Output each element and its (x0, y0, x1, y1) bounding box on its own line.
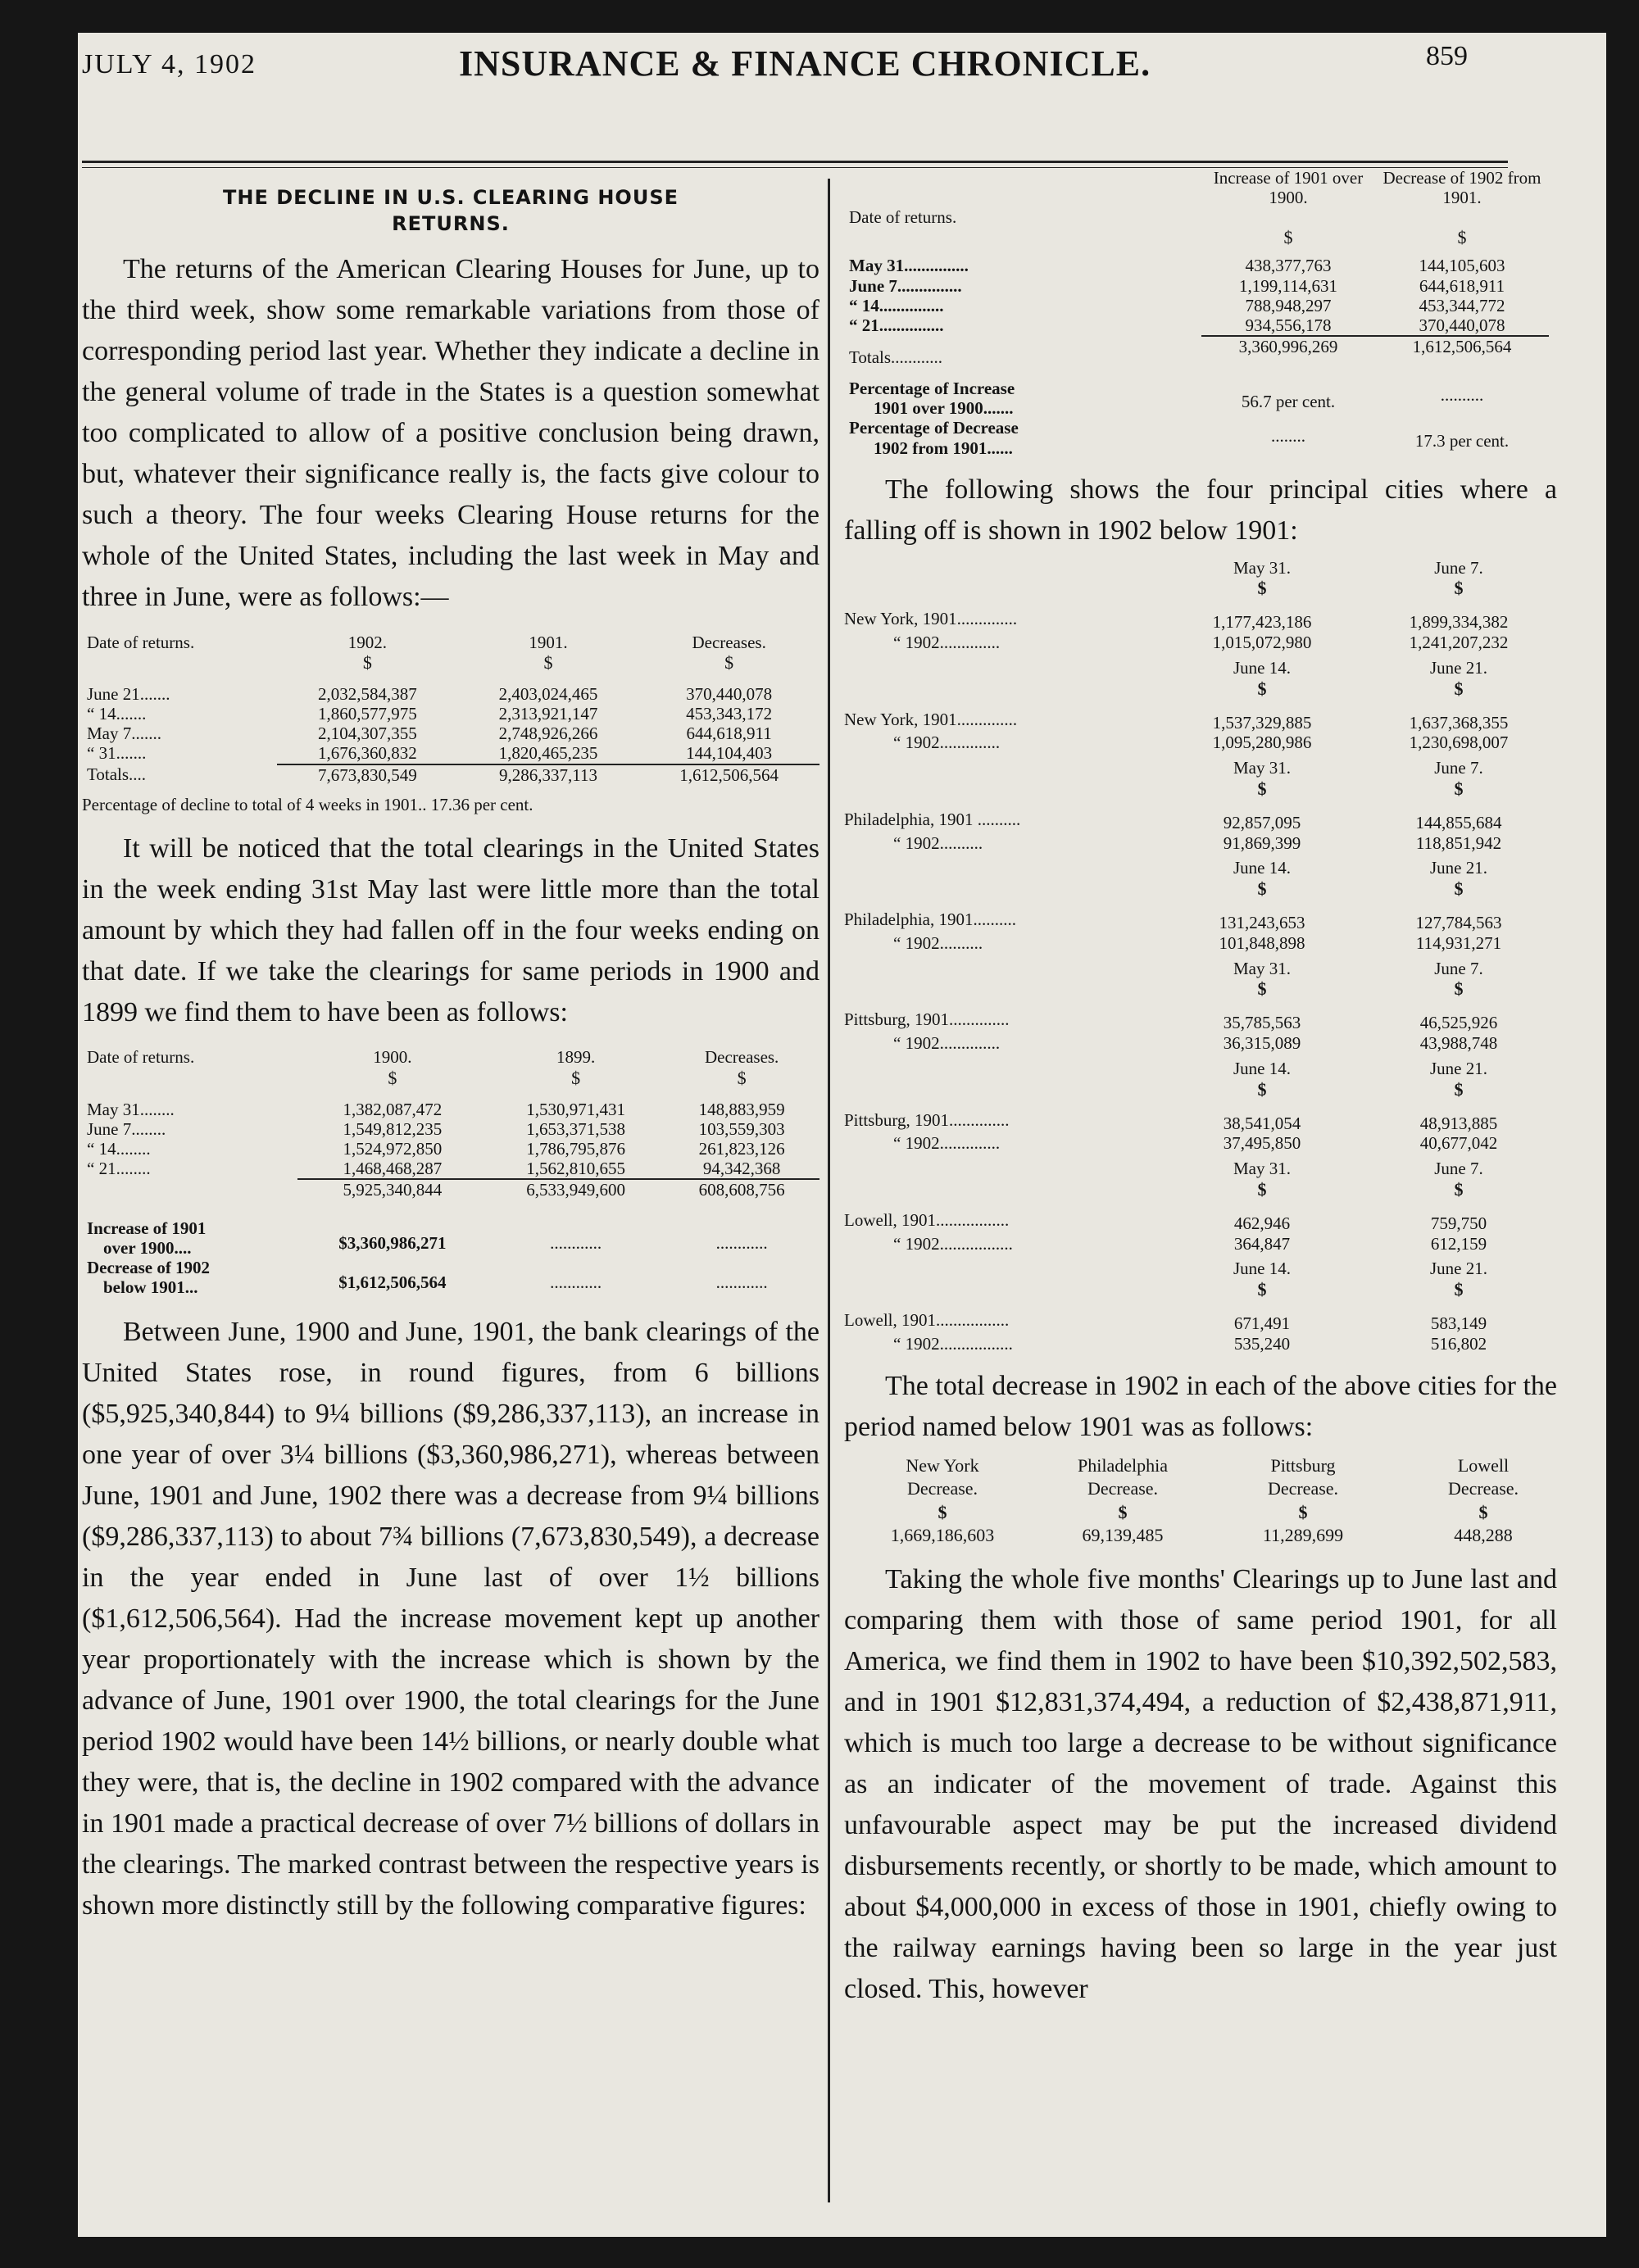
pct-decrease-row (844, 418, 1549, 457)
city-label: “ 1902.............. (893, 633, 1001, 653)
cell: 453,343,172 (686, 704, 773, 724)
cell: 94,342,368 (702, 1159, 781, 1179)
table-row (82, 1159, 820, 1179)
table-row (82, 1139, 820, 1159)
city-label: “ 1902.......... (893, 932, 983, 953)
table-row (82, 1100, 820, 1119)
period-header: May 31. (1233, 1159, 1291, 1179)
row-label: “ 21........ (87, 1159, 151, 1179)
table-header: 1900. (373, 1047, 412, 1068)
cell: 612,159 (1430, 1233, 1487, 1254)
article-title-line1: THE DECLINE IN U.S. CLEARING HOUSE (222, 186, 679, 209)
cell: 131,243,653 (1219, 913, 1305, 933)
table-header: Decreases. (704, 1047, 779, 1068)
cell: 38,541,054 (1223, 1113, 1301, 1133)
cell: 1,524,972,850 (343, 1139, 443, 1159)
column-divider (828, 179, 830, 2202)
cell: 934,556,178 (1245, 315, 1332, 335)
cell: 1,015,072,980 (1212, 633, 1312, 653)
period-header: May 31. (1233, 557, 1291, 578)
dollar-sign: $ (724, 651, 734, 673)
cell: 144,104,403 (686, 743, 773, 764)
cell: 1,612,506,564 (1375, 336, 1549, 367)
table-header: Decrease of 1902 from 1901. (1382, 168, 1541, 208)
table-row (82, 684, 820, 704)
dollar-sign: $ (1457, 227, 1467, 248)
period-header: June 21. (1430, 1259, 1487, 1279)
period-header: June 21. (1430, 858, 1487, 878)
cell: 1,653,371,538 (526, 1119, 626, 1140)
totals-row (844, 336, 1549, 367)
cell: 1,562,810,655 (526, 1159, 626, 1179)
totals-row (82, 1179, 820, 1200)
cell: 462,946 (1233, 1213, 1291, 1233)
cell: 7,673,830,549 (277, 764, 458, 785)
city-label: “ 1902.............. (893, 1033, 1001, 1054)
city-name: New York (906, 1454, 979, 1476)
city-name: Lowell (1457, 1454, 1510, 1476)
cell: 43,988,748 (1419, 1033, 1498, 1054)
city-block: June 14. June 21. $ $ Pittsburg, 1901.............. 38,541,054 48,913,885 “ 1902.............. 37,495,850 40,677,042 (844, 1059, 1557, 1154)
row-label: May 31........ (87, 1099, 175, 1119)
city-label: Philadelphia, 1901.......... (844, 909, 1016, 930)
period-header: June 21. (1430, 1058, 1487, 1078)
cell: 364,847 (1233, 1233, 1291, 1254)
row-label-line: Percentage of Increase (849, 379, 1015, 399)
city-label: Lowell, 1901................. (844, 1209, 1010, 1230)
header-title: INSURANCE & FINANCE CHRONICLE. (459, 43, 1151, 84)
article-title (82, 184, 820, 238)
city-block: May 31. June 7. $ $ New York, 1901.............. 1,177,423,186 1,899,334,382 “ 1902.............. 1,015,072,980 1,241,207,232 (844, 558, 1557, 653)
row-label: “ 31....... (87, 743, 147, 764)
cell: 2,104,307,355 (317, 723, 417, 744)
cell: 6,533,949,600 (488, 1179, 664, 1200)
cell: 759,750 (1430, 1213, 1487, 1233)
table-row (844, 276, 1549, 296)
cell: 438,377,763 (1245, 256, 1332, 276)
row-label (844, 379, 1201, 418)
period-header: June 14. (1233, 858, 1291, 878)
city-label: “ 1902................. (893, 1333, 1013, 1354)
city-label: “ 1902.......... (893, 832, 983, 853)
period-header: June 7. (1434, 557, 1483, 578)
cell: 1,382,087,472 (343, 1099, 443, 1119)
cell: ............ (550, 1232, 602, 1253)
row-label-line: over 1900.... (103, 1237, 192, 1258)
paragraph: The following shows the four principal cities where a falling off is shown in 1902 below 1901: (844, 474, 1557, 546)
city-block: June 14. June 21. $ $ New York, 1901.............. 1,537,329,885 1,637,368,355 “ 1902.............. 1,095,280,986 1,230,698,007 (844, 658, 1557, 753)
cell: 118,851,942 (1415, 832, 1502, 853)
cell: 370,440,078 (686, 683, 773, 704)
city-name: Philadelphia (1078, 1454, 1168, 1476)
table-footnote: Percentage of decline to total of 4 weeks in 1901.. 17.36 per cent. (82, 794, 533, 814)
paragraph: Between June, 1900 and June, 1901, the bank clearings of the United States rose, in round figures, from 6 billions ($5,925,340,844) to 9¼ billions ($9,286,337,113), an increase in one year of over 3¼ billions ($3,360,986,271), whereas between June, 1901 and June, 1902 there was a decrease from 9¼ billions ($9,286,337,113) to about 7¾ billions (7,673,830,549), a decrease in the year ended in June last of over 1½ billions ($1,612,506,564). Had the increase movement kept up another year proportionately with the increase which is shown by the advance of June, 1901 over 1900, the total clearings for the June period 1902 would have been 14½ billions, or nearly double what they were, that is, the decline in 1902 compared with the advance in 1901 made a practical decrease of over 7½ billions of dollars in the clearings. The marked contrast between the respective years is shown more distinctly still by the following comparative figures: (82, 1317, 820, 1921)
cell: 40,677,042 (1419, 1133, 1498, 1154)
paragraph: The returns of the American Clearing Houses for June, up to the third week, show some remarkable variations from those of corresponding period last year. Whether they indicate a decline in the general volume of trade in the States is a question somewhat too complicated to allow of a positive conclusion being drawn, but, whatever their significance really is, the facts give colour to such a theory. The four weeks Clearing House returns for the whole of the United States, including the last week in May and three in June, were as follows:— (82, 253, 820, 612)
row-label: “ 21............... (849, 315, 944, 335)
city-decreases: New York Philadelphia Pittsburg Lowell Decrease. Decrease. Decrease. Decrease. $ $ $ $ 1,669,186,603 69,139,485 11,289,699 448,288 (852, 1454, 1557, 1548)
table-header: Date of returns. (849, 207, 957, 227)
cell: 2,748,926,266 (498, 723, 598, 744)
cell: 114,931,271 (1415, 932, 1502, 953)
table-row (82, 743, 820, 764)
totals-row (82, 764, 820, 785)
decrease-label: Decrease. (1087, 1478, 1159, 1499)
cell: 9,286,337,113 (458, 764, 639, 785)
table-header: Decreases. (692, 632, 766, 652)
cell: 2,313,921,147 (498, 704, 598, 724)
period-header: May 31. (1233, 958, 1291, 978)
cell: 148,883,959 (698, 1099, 785, 1119)
city-block: June 14. June 21. $ $ Lowell, 1901................. 671,491 583,149 “ 1902................. 535,240 516,802 (844, 1259, 1557, 1354)
cell: 608,608,756 (664, 1179, 820, 1200)
city-label: New York, 1901.............. (844, 709, 1018, 729)
row-label: May 7....... (87, 723, 161, 744)
row-label: “ 14............... (849, 295, 944, 315)
table-row (844, 315, 1549, 336)
city-label: “ 1902................. (893, 1233, 1013, 1254)
dollar-sign: $ (388, 1067, 397, 1088)
cell: $1,612,506,564 (338, 1272, 447, 1292)
cell: 103,559,303 (698, 1119, 785, 1140)
cell: 644,618,911 (686, 723, 772, 744)
cell: 144,105,603 (1419, 256, 1505, 276)
cell: 261,823,126 (698, 1139, 785, 1159)
paragraph: It will be noticed that the total clearings in the United States in the week ending 31st May last were little more than the total amount by which they had fallen off in the four weeks ending on that date. If we take the clearings for same periods in 1900 and 1899 we find them to have been as follows: (82, 832, 820, 1027)
cell: 453,344,772 (1419, 295, 1505, 315)
cell: 2,032,584,387 (317, 683, 417, 704)
cell: 5,925,340,844 (297, 1179, 488, 1200)
city-label: Lowell, 1901................. (844, 1310, 1010, 1331)
table-header: 1902. (347, 632, 387, 652)
decrease-label: Decrease. (1447, 1478, 1519, 1499)
row-label-line: Decrease of 1902 (87, 1257, 211, 1277)
city-block: May 31. June 7. $ $ Lowell, 1901................. 462,946 759,750 “ 1902................. 364,847 612,159 (844, 1159, 1557, 1254)
cell: 144,855,684 (1415, 812, 1502, 832)
paragraph: The total decrease in 1902 in each of the above cities for the period named below 1901 was as follows: (844, 1370, 1557, 1442)
increase-row (82, 1218, 820, 1258)
cell: 644,618,911 (1419, 275, 1505, 296)
cities-table (844, 558, 1557, 1354)
cell: 127,784,563 (1415, 913, 1502, 933)
row-label: June 7............... (849, 275, 962, 296)
dollar-sign: $ (571, 1067, 581, 1088)
period-header: June 14. (1233, 657, 1291, 678)
period-header: June 21. (1430, 657, 1487, 678)
row-label-line: 1902 from 1901...... (874, 438, 1013, 458)
decrease-value: 69,139,485 (1082, 1525, 1164, 1546)
cell: 583,149 (1430, 1313, 1487, 1334)
city-label: Philadelphia, 1901 .......... (844, 809, 1021, 829)
totals-label: Totals............ (849, 347, 943, 367)
table-row (82, 1119, 820, 1139)
cell: 3,360,996,269 (1201, 336, 1375, 367)
city-label: New York, 1901.............. (844, 609, 1018, 629)
header-rule (82, 161, 1508, 163)
cell: 1,468,468,287 (343, 1159, 443, 1179)
cell: 37,495,850 (1223, 1133, 1301, 1154)
page-number: 859 (1426, 41, 1468, 71)
table-row (844, 296, 1549, 315)
cell: 1,241,207,232 (1409, 633, 1509, 653)
cell: 46,525,926 (1419, 1013, 1498, 1033)
cell: 2,403,024,465 (498, 683, 598, 704)
left-column (82, 184, 820, 1926)
table-header: Date of returns. (87, 1047, 195, 1068)
table-row (844, 256, 1549, 275)
row-label: “ 14........ (87, 1139, 151, 1159)
period-header: June 14. (1233, 1259, 1291, 1279)
decrease-value: 11,289,699 (1262, 1525, 1344, 1546)
cell: ............ (715, 1232, 768, 1253)
decrease-row (82, 1258, 820, 1297)
city-block: June 14. June 21. $ $ Philadelphia, 1901.......... 131,243,653 127,784,563 “ 1902.......... 101,848,898 114,931,271 (844, 858, 1557, 953)
cell: 101,848,898 (1219, 932, 1305, 953)
city-label: “ 1902.............. (893, 1133, 1001, 1154)
cell: 35,785,563 (1223, 1013, 1301, 1033)
period-header: June 14. (1233, 1058, 1291, 1078)
row-label (82, 1218, 297, 1258)
table-header: Increase of 1901 over 1900. (1213, 168, 1364, 208)
cell: 1,899,334,382 (1409, 612, 1509, 633)
cell: 1,095,280,986 (1212, 733, 1312, 753)
cell: 1,549,812,235 (343, 1119, 443, 1140)
cell: 92,857,095 (1223, 812, 1301, 832)
cell: 17.3 per cent. (1414, 431, 1510, 451)
cell: .......... (1440, 385, 1484, 406)
decrease-value: 448,288 (1454, 1525, 1513, 1546)
cell: 1,786,795,876 (526, 1139, 626, 1159)
decrease-value: 1,669,186,603 (890, 1525, 995, 1546)
dollar-sign: $ (737, 1067, 747, 1088)
cell: 36,315,089 (1223, 1033, 1301, 1054)
paragraph: Taking the whole five months' Clearings up to June last and comparing them with those of same period 1901, for all America, we find them in 1902 to have been $10,392,502,583, and in 1901 $12,831,374,494, a reduction of $2,438,871,911, which is much too large a decrease to be without significance as an indicater of the movement of trade. Against this unfavourable aspect may be put the increased dividend disbursements recently, or shortly to be made, which amount to about $4,000,000 in excess of those in 1901, chiefly owing to the railway earnings having been so large in the year just closed. This, however (844, 1563, 1557, 2004)
row-label: June 7........ (87, 1119, 166, 1140)
table-header: 1901. (529, 632, 568, 652)
cell: 1,230,698,007 (1409, 733, 1509, 753)
decrease-label: Decrease. (1267, 1478, 1339, 1499)
cell: 535,240 (1233, 1333, 1291, 1354)
dollar-sign: $ (362, 651, 372, 673)
cell: 516,802 (1430, 1333, 1487, 1354)
dollar-sign: $ (1283, 227, 1293, 248)
cell: 48,913,885 (1419, 1113, 1498, 1133)
cell: ............ (550, 1272, 602, 1292)
right-column (844, 168, 1557, 2010)
cell: 1,530,971,431 (526, 1099, 626, 1119)
cell: 91,869,399 (1223, 832, 1301, 853)
table-header: Date of returns. (87, 632, 195, 652)
cell: 1,676,360,832 (317, 743, 417, 764)
cell: 370,440,078 (1419, 315, 1505, 335)
cell: 1,820,465,235 (498, 743, 598, 764)
table-header: 1899. (556, 1047, 596, 1068)
cell: 1,199,114,631 (1239, 275, 1337, 296)
period-header: May 31. (1233, 758, 1291, 778)
table-clearings-1900-1899 (82, 1047, 820, 1297)
article-title-line2: RETURNS. (392, 212, 510, 236)
totals-label: Totals.... (87, 764, 147, 784)
table-row (82, 723, 820, 743)
cell: 1,637,368,355 (1409, 712, 1509, 733)
period-header: June 7. (1434, 758, 1483, 778)
row-label-line: Increase of 1901 (87, 1218, 207, 1238)
period-header: June 7. (1434, 958, 1483, 978)
city-name: Pittsburg (1270, 1454, 1336, 1476)
cell: 671,491 (1233, 1313, 1291, 1334)
city-label: Pittsburg, 1901.............. (844, 1109, 1010, 1130)
cell: 1,177,423,186 (1212, 612, 1312, 633)
row-label: June 21....... (87, 683, 170, 704)
row-label (82, 1258, 297, 1297)
period-header: June 7. (1434, 1159, 1483, 1179)
cell: 1,860,577,975 (317, 704, 417, 724)
row-label: May 31............... (849, 256, 969, 276)
table-row (82, 704, 820, 723)
cell: ............ (715, 1272, 768, 1292)
row-label-line: Percentage of Decrease (849, 418, 1019, 438)
row-label-line: 1901 over 1900....... (874, 398, 1014, 419)
cell: 1,537,329,885 (1212, 712, 1312, 733)
header-date: JULY 4, 1902 (82, 49, 257, 79)
city-block: May 31. June 7. $ $ Pittsburg, 1901.............. 35,785,563 46,525,926 “ 1902.............. 36,315,089 43,988,748 (844, 959, 1557, 1054)
row-label-line: below 1901... (103, 1277, 198, 1298)
pct-increase-row (844, 379, 1549, 418)
cell: 788,948,297 (1245, 295, 1332, 315)
cell: 1,612,506,564 (638, 764, 820, 785)
cell: $3,360,986,271 (338, 1232, 447, 1253)
table-clearings-1902-1901 (82, 633, 820, 785)
city-label: “ 1902.............. (893, 733, 1001, 753)
cell: 56.7 per cent. (1241, 392, 1336, 412)
cell: ........ (1271, 426, 1305, 447)
row-label: “ 14....... (87, 704, 147, 724)
city-block: May 31. June 7. $ $ Philadelphia, 1901 .......... 92,857,095 144,855,684 “ 1902.......... 91,869,399 118,851,942 (844, 758, 1557, 853)
table-increase-decrease (844, 168, 1549, 458)
city-label: Pittsburg, 1901.............. (844, 1009, 1010, 1030)
decrease-label: Decrease. (906, 1478, 978, 1499)
dollar-sign: $ (543, 651, 553, 673)
row-label (844, 418, 1201, 457)
